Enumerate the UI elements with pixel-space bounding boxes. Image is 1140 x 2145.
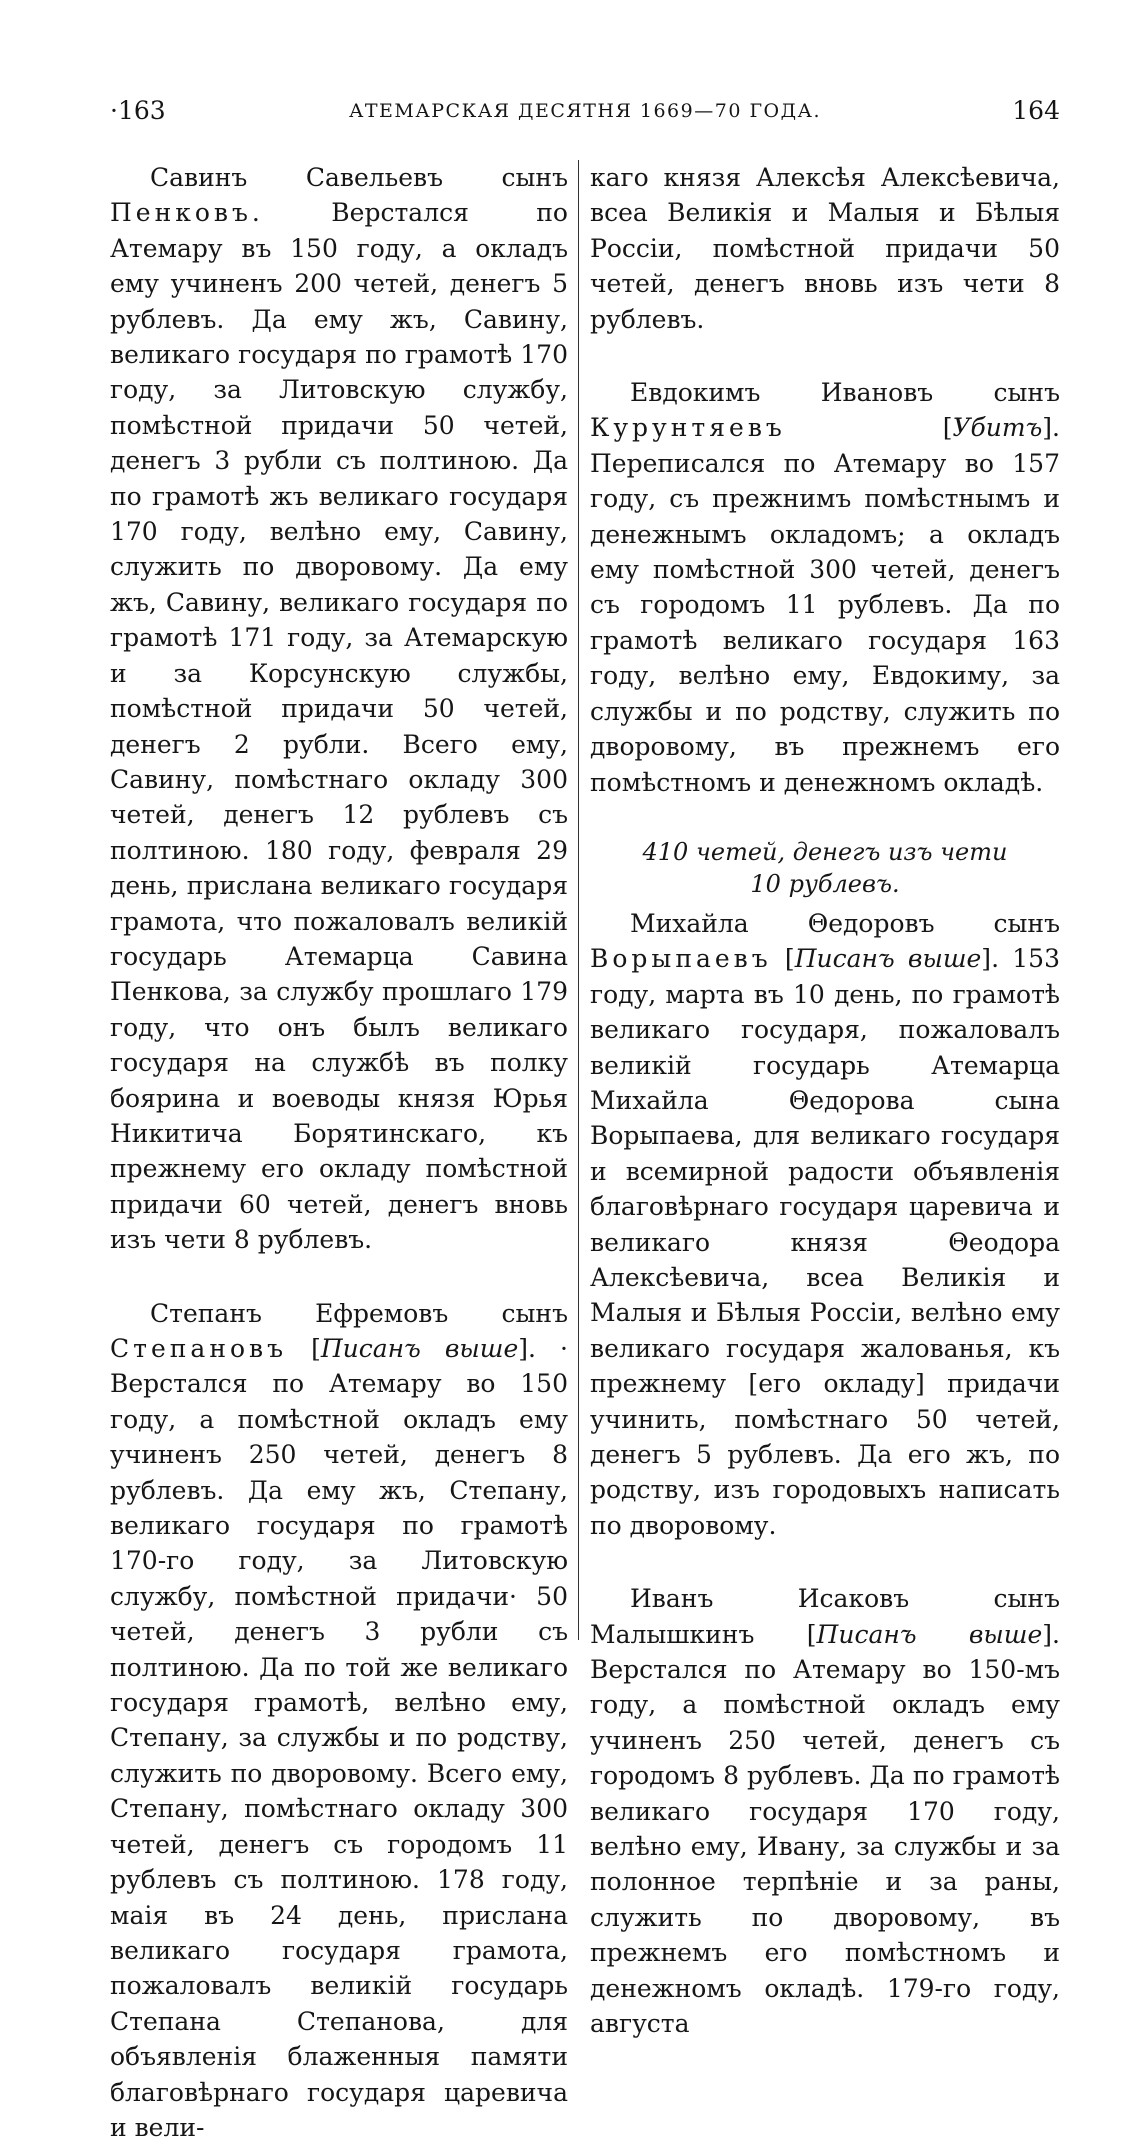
continued-text: каго князя Алексѣя Алексѣевича, всеа Великія и Малыя и Бѣлыя Россіи, помѣстной придачи 50 четей, денегъ вновь изъ чети 8 рублевъ. xyxy=(590,163,1060,334)
entry-text: Верстался по Атемару въ 150 году, а окладъ ему учиненъ 200 четей, денегъ 5 рублевъ. Да ему жъ, Савину, великаго государя по грамотѣ 170 году, за Литовскую службу, помѣстной придачи 50 четей, денегъ 3 рубли съ полтиною. Да по грамотѣ жъ великаго государя 170 году, велѣно ему, Савину, служить по дворовому. Да ему жъ, Савину, великаго государя по грамотѣ 171 году, за Атемарскую и за Корсунскую службы, помѣстной придачи 50 четей, денегъ 2 рубли. Всего ему, Савину, помѣстнаго окладу 300 четей, денегъ 12 рублевъ съ полтиною. 180 году, февраля 29 день, прислана великаго государя грамота, что пожаловалъ великій государь Атемарца Савина Пенкова, за службу прошлаго 179 году, что онъ былъ великаго государя на службѣ въ полку боярина и воеводы князя Юрья Никитича Борятинскаго, къ прежнему его окладу помѣстной придачи 60 четей, денегъ вновь изъ чети 8 рублевъ. xyxy=(110,198,568,1255)
entry-text: · Верстался по Атемару во 150 году, а помѣстной окладъ ему учиненъ 250 четей, денегъ 8 рублевъ. Да ему жъ, Степану, великаго государя по грамотѣ 170-го году, за Литовскую службу, помѣстной придачи· 50 четей, денегъ 3 рубли съ полтиною. Да по той же великаго государя грамотѣ, велѣно ему, Степану, за службы и по родству, служить по дворовому. Всего ему, Степану, помѣстнаго окладу 300 четей, денегъ съ городомъ 11 рублевъ съ полтиною. 178 году, маія въ 24 день, прислана великаго государя грамота, пожаловалъ великій государь Степана Степанова, для объявленія блаженныя памяти благовѣрнаго государя царевича и вели- xyxy=(110,1334,568,2142)
entry-surname: Степановъ xyxy=(110,1334,288,1363)
entry-surname: Пенковъ. xyxy=(110,198,264,228)
entry-stepanov: Степанъ Ефремовъ сынъ Степановъ [Писанъ выше]. · Верстался по Атемару во 150 году, а помѣстной окладъ ему учиненъ 250 четей, денегъ 8 рублевъ. Да ему жъ, Степану, великаго государя по грамотѣ 170-го году, за Литовскую службу, помѣстной придачи· 50 четей, денегъ 3 рубли съ полтиною. Да по той же великаго государя грамотѣ, велѣно ему, Степану, за службы и по родству, служить по дворовому. Всего ему, Степану, помѣстнаго окладу 300 четей, денегъ съ городомъ 11 рублевъ съ полтиною. 178 году, маія въ 24 день, прислана великаго государя грамота, пожаловалъ великій государь Степана Степанова, для объявленія блаженныя памяти благовѣрнаго государя царевича и вели- xyxy=(110,1298,568,2142)
entry-name: Степанъ Ефремовъ сынъ xyxy=(150,1298,568,1328)
entry-text: . Переписался по Атемару во 157 году, съ прежнимъ помѣстнымъ и денежнымъ окладомъ; а окладъ ему помѣстной 300 четей, денегъ съ городомъ 11 рублевъ. Да по грамотѣ великаго государя 163 году, велѣно ему, Евдокиму, за службы и по родству, служить по дворовому, въ прежнемъ его помѣстномъ и денежномъ окладѣ. xyxy=(590,413,1060,797)
entry-text: . 153 году, марта въ 10 день, по грамотѣ великаго государя, пожаловалъ великій государь Атемарца Михайла Θедорова сына Ворыпаева, для великаго государя и всемирной радости объявленія благовѣрнаго государя царевича и великаго князя Θеодора Алексѣевича, всеа Великія и Малыя и Бѣлыя Россіи, велѣно ему великаго государя жалованья, къ прежнему [его окладу] придачи учинить, помѣстнаго 50 четей, денегъ 5 рублевъ. Да его жъ, по родству, изъ городовыхъ написать по дворовому. xyxy=(590,944,1060,1540)
entry-note: Убитъ xyxy=(952,413,1043,443)
entry-name: Евдокимъ Ивановъ сынъ xyxy=(630,378,1060,408)
entry-name: Михайла Θедоровъ сынъ xyxy=(630,908,1060,938)
page-header xyxy=(110,96,1060,136)
column-divider xyxy=(578,160,579,1640)
entry-surname: Ворыпаевъ xyxy=(590,944,772,974)
left-column xyxy=(110,160,568,2145)
entry-name: Иванъ Исаковъ сынъ Малышкинъ xyxy=(590,1584,1060,1649)
entry-malyshkin: Иванъ Исаковъ сынъ Малышкинъ [Писанъ выше]. Верстался по Атемару во 150-мъ году, а помѣстной окладъ ему учиненъ 250 четей, денегъ съ городомъ 8 рублевъ. Да по грамотѣ великаго государя 170 году, велѣно ему, Ивану, за службы и за полонное терпѣніе и за раны, служить по дворовому, въ прежнемъ его помѣстномъ и денежномъ окладѣ. 179-го году, августа xyxy=(590,1584,1060,2039)
right-column xyxy=(590,160,1060,2042)
entry-kuruntyaev: Евдокимъ Ивановъ сынъ Курунтяевъ [Убитъ]. Переписался по Атемару во 157 году, съ прежнимъ помѣстнымъ и денежнымъ окладомъ; а окладъ ему помѣстной 300 четей, денегъ съ городомъ 11 рублевъ. Да по грамотѣ великаго государя 163 году, велѣно ему, Евдокиму, за службы и по родству, служить по дворовому, въ прежнемъ его помѣстномъ и денежномъ окладѣ. xyxy=(590,378,1060,797)
entry-note: Писанъ выше xyxy=(816,1619,1043,1649)
page-number-left: ·163 xyxy=(110,96,166,125)
section-heading: 410 четей, денегъ изъ чети 10 рублевъ. xyxy=(642,837,1008,898)
entry-name: Савинъ Савельевъ сынъ xyxy=(150,163,568,192)
entry-surname: Курунтяевъ xyxy=(590,413,786,443)
running-title: АТЕМАРСКАЯ ДЕСЯТНЯ 1669—70 ГОДА. xyxy=(348,100,821,122)
entry-penkov xyxy=(110,160,568,1258)
page-number-right: 164 xyxy=(1012,96,1060,125)
entry-vorypaev: Михайла Θедоровъ сынъ Ворыпаевъ [Писанъ выше]. 153 году, марта въ 10 день, по грамотѣ великаго государя, пожаловалъ великій государь Атемарца Михайла Θедорова сына Ворыпаева, для великаго государя и всемирной радости объявленія благовѣрнаго государя царевича и великаго князя Θеодора Алексѣевича, всеа Великія и Малыя и Бѣлыя Россіи, велѣно ему великаго государя жалованья, къ прежнему [его окладу] придачи учинить, помѣстнаго 50 четей, денегъ 5 рублевъ. Да его жъ, по родству, изъ городовыхъ написать по дворовому. xyxy=(590,908,1060,1540)
entry-note: Писанъ выше xyxy=(794,944,982,974)
entry-text: . Верстался по Атемару во 150-мъ году, а помѣстной окладъ ему учиненъ 250 четей, денегъ съ городомъ 8 рублевъ. Да по грамотѣ великаго государя 170 году, велѣно ему, Ивану, за службы и за полонное терпѣніе и за раны, служить по дворовому, въ прежнемъ его помѣстномъ и денежномъ окладѣ. 179-го году, августа xyxy=(590,1619,1060,2039)
entry-note: Писанъ выше xyxy=(320,1334,519,1363)
